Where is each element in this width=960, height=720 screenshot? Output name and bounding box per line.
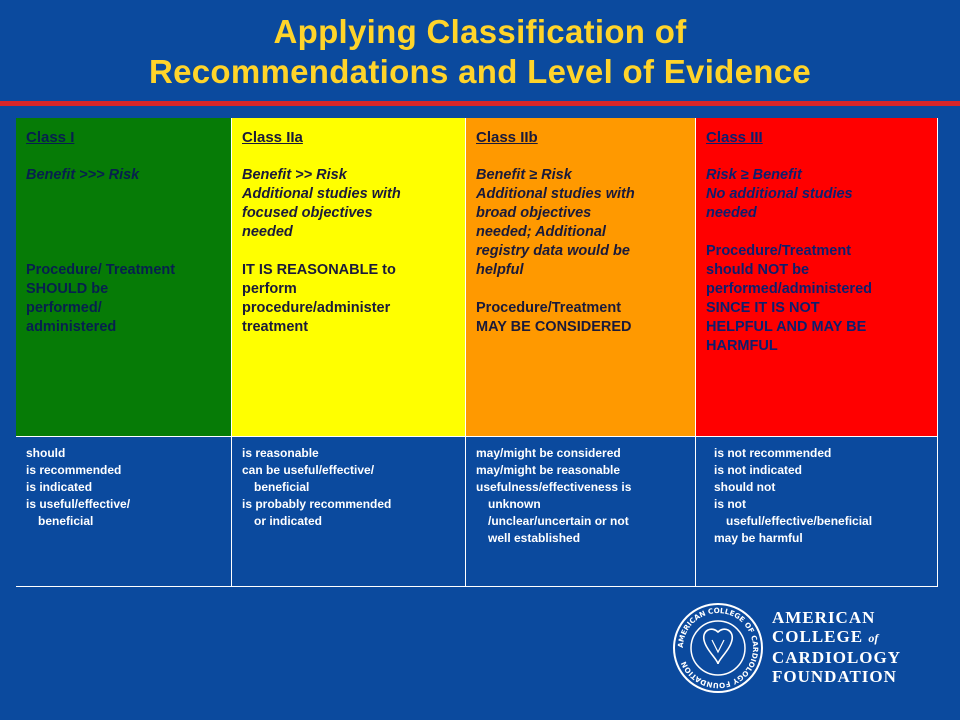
phrase: unknown bbox=[488, 497, 541, 511]
class-i-action-line: SHOULD be bbox=[26, 281, 109, 297]
class-iii-phrases bbox=[696, 437, 938, 587]
logo-line-college bbox=[772, 627, 901, 648]
class-iib-cell bbox=[466, 118, 696, 437]
phrase: is not indicated bbox=[714, 463, 803, 477]
class-i-action-line: Procedure/ Treatment bbox=[26, 262, 176, 278]
phrase: is reasonable bbox=[242, 446, 319, 460]
acc-wordmark bbox=[772, 608, 901, 686]
logo-line-american: AMERICAN bbox=[772, 608, 876, 627]
logo-word-of: of bbox=[868, 631, 879, 645]
class-iib-benefit: Additional studies with bbox=[476, 186, 635, 202]
phrase: is not bbox=[714, 497, 746, 511]
logo-line-foundation: FOUNDATION bbox=[772, 667, 897, 686]
phrase: /unclear/uncertain or not bbox=[488, 514, 629, 528]
class-iib-action-line: MAY BE CONSIDERED bbox=[476, 319, 632, 335]
class-iii-benefit: Risk ≥ Benefit bbox=[706, 167, 802, 183]
classification-table bbox=[16, 118, 938, 588]
class-iia-benefit: Additional studies with bbox=[242, 186, 401, 202]
phrase: can be useful/effective/ bbox=[242, 463, 375, 477]
title-line-2: Recommendations and Level of Evidence bbox=[148, 53, 812, 90]
class-iia-action-line: treatment bbox=[242, 319, 309, 335]
class-iib-benefit: registry data would be bbox=[476, 243, 630, 259]
class-iii-action-line: performed/administered bbox=[706, 281, 872, 297]
class-iia-action-line: perform bbox=[242, 281, 297, 297]
class-iia-action-line: IT IS REASONABLE to bbox=[242, 262, 396, 278]
class-iii-heading: Class III bbox=[706, 129, 763, 146]
phrase: is not recommended bbox=[714, 446, 832, 460]
class-iii-action-line: Procedure/Treatment bbox=[706, 243, 852, 259]
phrase: may/might be considered bbox=[476, 446, 621, 460]
class-iib-benefit: broad objectives bbox=[476, 205, 592, 221]
phrase: beneficial bbox=[38, 514, 94, 528]
phrase: usefulness/effectiveness is bbox=[476, 480, 632, 494]
slide-title bbox=[0, 12, 960, 92]
phrase: well established bbox=[488, 531, 581, 545]
seal-ring-text: AMERICAN COLLEGE OF CARDIOLOGY FOUNDATION bbox=[675, 605, 761, 691]
phrase: is probably recommended bbox=[242, 497, 392, 511]
class-iia-action-line: procedure/administer bbox=[242, 300, 391, 316]
class-iib-benefit: needed; Additional bbox=[476, 224, 606, 240]
phrase: should bbox=[26, 446, 66, 460]
acc-foundation-logo bbox=[672, 602, 912, 702]
svg-text:AMERICAN COLLEGE OF CARDIOLOGY bbox=[676, 606, 760, 690]
class-iii-action-line: HELPFUL AND MAY BE bbox=[706, 319, 867, 335]
class-i-heading: Class I bbox=[26, 129, 75, 146]
class-iii-action-line: HARMFUL bbox=[706, 338, 778, 354]
class-iii-cell bbox=[696, 118, 938, 437]
title-divider bbox=[0, 101, 960, 106]
class-iib-benefit: helpful bbox=[476, 262, 524, 278]
phrase: may/might be reasonable bbox=[476, 463, 621, 477]
phrase: useful/effective/beneficial bbox=[726, 514, 873, 528]
class-iia-cell bbox=[232, 118, 466, 437]
class-iia-heading: Class IIa bbox=[242, 129, 303, 146]
class-iia-benefit: needed bbox=[242, 224, 293, 240]
class-iii-benefit: needed bbox=[706, 205, 757, 221]
class-iii-action-line: should NOT be bbox=[706, 262, 810, 278]
phrase: or indicated bbox=[254, 514, 323, 528]
class-i-action-line: performed/ bbox=[26, 300, 102, 316]
phrase: should not bbox=[714, 480, 776, 494]
phrase: is useful/effective/ bbox=[26, 497, 131, 511]
class-i-action-line: administered bbox=[26, 319, 117, 335]
class-iii-benefit: No additional studies bbox=[706, 186, 853, 202]
class-iia-benefit: focused objectives bbox=[242, 205, 373, 221]
class-i-phrases bbox=[16, 437, 232, 587]
class-iia-phrases bbox=[232, 437, 466, 587]
logo-line-cardiology: CARDIOLOGY bbox=[772, 648, 902, 667]
class-iib-benefit: Benefit ≥ Risk bbox=[476, 167, 572, 183]
class-i-cell bbox=[16, 118, 232, 437]
phrase: may be harmful bbox=[714, 531, 803, 545]
class-iii-action-line: SINCE IT IS NOT bbox=[706, 300, 820, 316]
phrase: is recommended bbox=[26, 463, 122, 477]
class-i-benefit: Benefit >>> Risk bbox=[26, 167, 140, 183]
acc-seal-icon bbox=[672, 602, 764, 694]
phrase: beneficial bbox=[254, 480, 310, 494]
phrase: is indicated bbox=[26, 480, 93, 494]
title-line-1: Applying Classification of bbox=[273, 13, 687, 50]
class-iia-benefit: Benefit >> Risk bbox=[242, 167, 347, 183]
logo-word-college: COLLEGE bbox=[772, 627, 864, 646]
class-iib-phrases bbox=[466, 437, 696, 587]
class-iib-heading: Class IIb bbox=[476, 129, 538, 146]
class-iib-action-line: Procedure/Treatment bbox=[476, 300, 622, 316]
